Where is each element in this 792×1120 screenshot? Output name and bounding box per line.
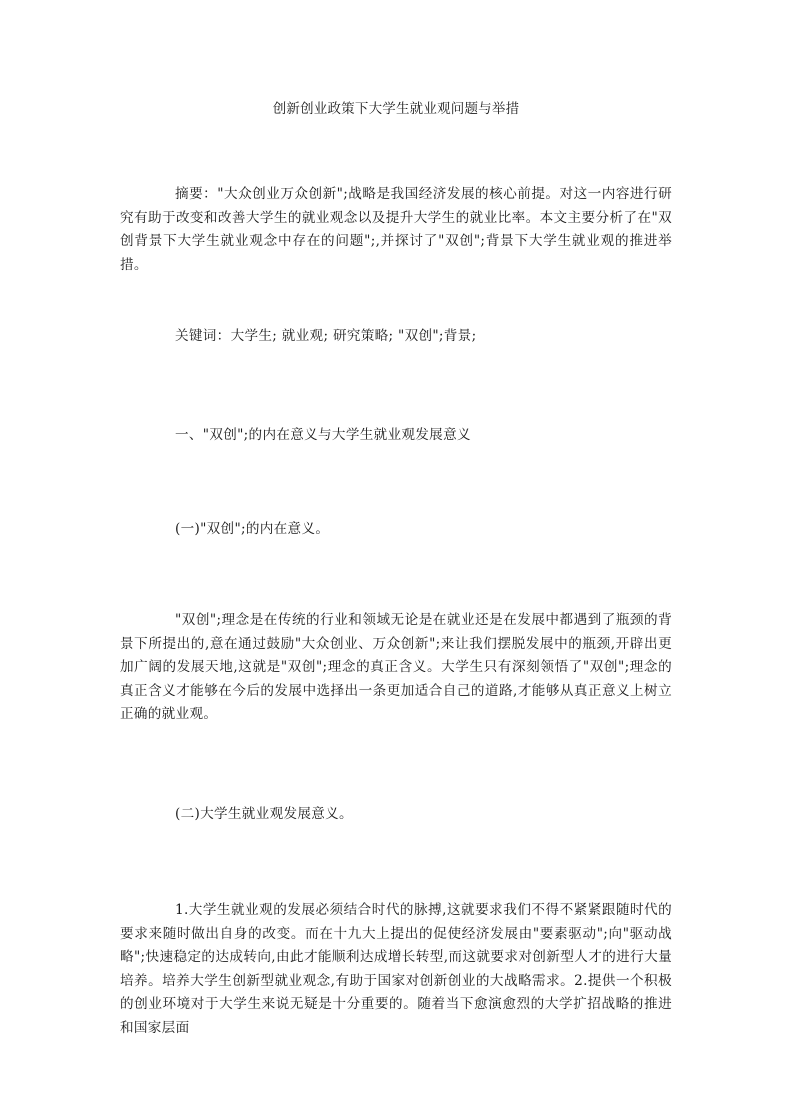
abstract-paragraph: 摘要："大众创业万众创新";战略是我国经济发展的核心前提。对这一内容进行研究有助于改变和改善大学生的就业观念以及提升大学生的就业比率。本文主要分析了在"双创背景下大学生就业观念中存在的问题";,并探讨了"双创";背景下大学生就业观的推进举措。 <box>120 186 672 273</box>
body-paragraph-2: 1.大学生就业观的发展必须结合时代的脉搏,这就要求我们不得不紧紧跟随时代的要求来随时做出自身的改变。而在十九大上提出的促使经济发展由"要素驱动";向"驱动战略";快速稳定的达成转向,由此才能顺利达成增长转型,而这就要求对创新型人才的进行大量培养。培养大学生创新型就业观念,有助于国家对创新创业的大战略需求。2.提供一个积极的创业环境对于大学生来说无疑是十分重要的。随着当下愈演愈烈的大学扩招战略的推进和国家层面 <box>120 902 672 1036</box>
document-title: 创新创业政策下大学生就业观问题与举措 <box>272 101 520 117</box>
section-heading-1: 一、"双创";的内在意义与大学生就业观发展意义 <box>175 427 471 443</box>
body-paragraph-1: "双创";理念是在传统的行业和领域无论是在就业还是在发展中都遇到了瓶颈的背景下所提出的,意在通过鼓励"大众创业、万众创新";来让我们摆脱发展中的瓶颈,开辟出更加广阔的发展天地,这就是"双创";理念的真正含义。大学生只有深刻领悟了"双创";理念的真正含义才能够在今后的发展中选择出一条更加适合自己的道路,才能够从真正意义上树立正确的就业观。 <box>120 612 672 722</box>
subsection-heading-1: (一)"双创";的内在意义。 <box>175 521 330 537</box>
keywords-line: 关键词：大学生; 就业观; 研究策略; "双创";背景; <box>175 328 477 344</box>
subsection-heading-2: (二)大学生就业观发展意义。 <box>175 806 353 822</box>
